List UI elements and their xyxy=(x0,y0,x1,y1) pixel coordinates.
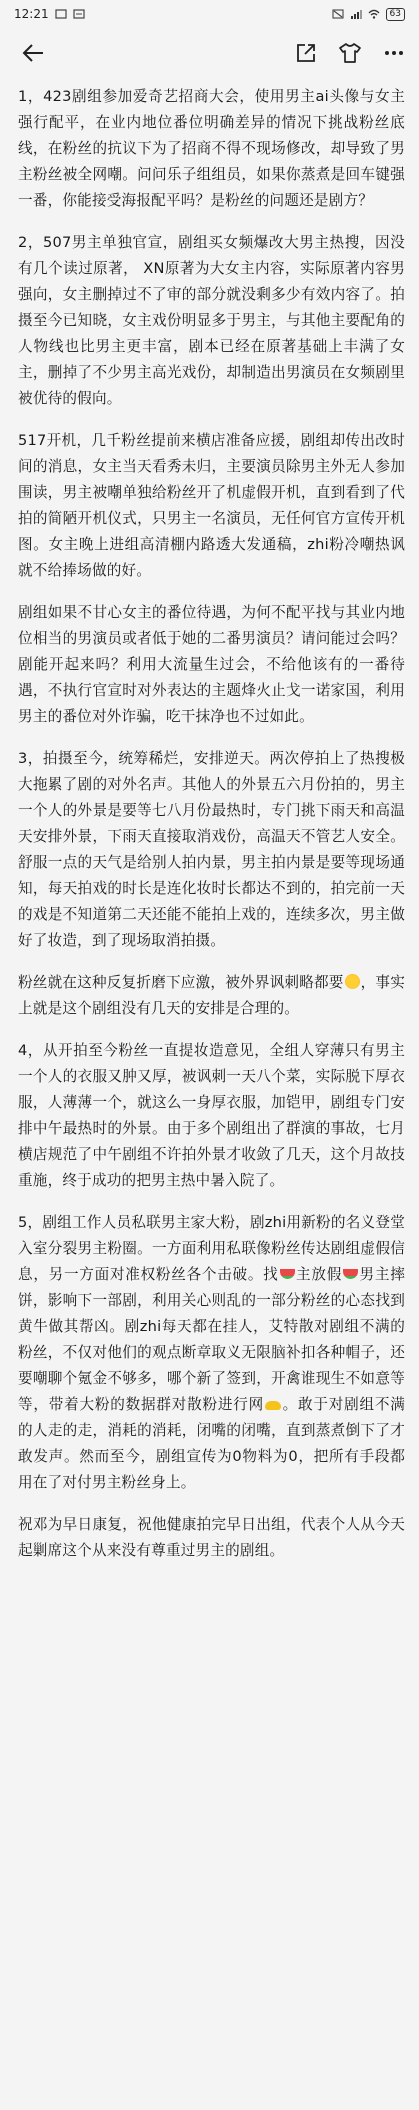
toolbar xyxy=(0,28,419,78)
theme-button[interactable] xyxy=(337,40,363,66)
article-paragraph xyxy=(18,970,405,1022)
article-paragraph xyxy=(18,428,405,584)
notification-icon-2 xyxy=(73,8,85,20)
paragraph-text: 1，423剧组参加爱奇艺招商大会，使用男主ai头像与女主强行配平，在业内地位番位明确差异的情况下挑战粉丝底线，在粉丝的抗议下为了招商不得不现场修改，却导致了男主粉丝被全网嘲。问问乐子组组员，如果你蒸煮是回车键强一番，你能接受海报配平吗？是粉丝的问题还是剧方？ xyxy=(18,88,405,209)
paragraph-text: 。敢于对剧组不满的人走的走，消耗的消耗，闭嘴的闭嘴，直到蒸煮倒下了才敢发声。然而至今，剧组宣传为0物料为0，把所有手段都用在了对付男主粉丝身上。 xyxy=(18,1396,405,1491)
paragraph-text: 517开机，几千粉丝提前来横店准备应援，剧组却传出改时间的消息，女主当天看秀未归，主要演员除男主外无人参加围读，男主被嘲单独给粉丝开了机虚假开机，直到看到了代拍的简陋开机仪式，只男主一名演员，无任何官方宣传开机图。女主晚上进组高清棚内路透大发通稿，zhi粉冷嘲热讽就不给捧场做的好。 xyxy=(18,432,405,579)
article-paragraph xyxy=(18,230,405,412)
article-paragraph xyxy=(18,84,405,214)
status-time: 12:21 xyxy=(14,7,49,21)
arrow-left-icon xyxy=(21,43,45,63)
status-bar xyxy=(0,0,419,28)
article-paragraph xyxy=(18,1512,405,1564)
more-dots-icon xyxy=(383,42,405,64)
paragraph-text: 5，剧组工作人员私联男主家大粉，剧zhi用新粉的名义登堂入室分裂男主粉圈。一方面利用私联像粉丝传达剧组虚假信息，另一方面对准权粉丝各个击破。找 xyxy=(18,1214,405,1283)
watermelon-emoji-icon xyxy=(343,1269,358,1279)
paragraph-text: 祝邓为早日康复，祝他健康拍完早日出组，代表个人从今天起剿席这个从来没有尊重过男主的剧组。 xyxy=(18,1516,405,1559)
tshirt-icon xyxy=(338,42,362,64)
egg-yolk-emoji-icon xyxy=(265,1401,281,1410)
share-button[interactable] xyxy=(293,40,319,66)
share-out-icon xyxy=(295,42,317,64)
paragraph-text: 3，拍摄至今，统筹稀烂，安排逆天。两次停拍上了热搜极大拖累了剧的对外名声。其他人的外景五六月份拍的，男主一个人的外景是要等七八月份最热时，专门挑下雨天和高温天安排外景，下雨天直接取消戏份，高温天不管艺人安全。舒服一点的天气是给别人拍内景，男主拍内景是要等现场通知，每天拍戏的时长是连化妆时长都达不到的，拍完前一天的戏是不知道第二天还能不能拍上戏的，连续多次，男主做好了妆造，到了现场取消拍摄。 xyxy=(18,750,405,949)
signal-off-icon xyxy=(332,8,344,20)
more-button[interactable] xyxy=(381,40,407,66)
notification-icon xyxy=(55,8,67,20)
article-paragraph xyxy=(18,746,405,954)
signal-icon xyxy=(350,8,362,20)
article-paragraph xyxy=(18,600,405,730)
watermelon-emoji-icon xyxy=(280,1269,295,1279)
paragraph-text: 男主摔饼，影响下一部剧，利用关心则乱的一部分粉丝的心态找到黄牛做其帮凶。剧zhi每天都在挂人，艾特散对剧组不满的粉丝，不仅对他们的观点断章取义无限脑补扣各种帽子，还要嘲聊个氪金不够多，哪个新了签到，开禽谁现生不如意等等，带着大粉的数据群对散粉进行网 xyxy=(18,1266,406,1413)
paragraph-text: 4，从开拍至今粉丝一直提妆造意见，全组人穿薄只有男主一个人的衣服又肿又厚，被讽刺一天八个菜，实际脱下厚衣服，人薄薄一个，就这么一身厚衣服，加铠甲，剧组专门安排中午最热时的外景。由于多个剧组出了群演的事故，七月横店规范了中午剧组不许拍外景才收敛了几天，这个月故技重施，终于成功的把男主热中暑入院了。 xyxy=(18,1042,405,1189)
article-paragraph xyxy=(18,1210,405,1496)
back-button[interactable] xyxy=(20,40,46,66)
article-paragraph xyxy=(18,1038,405,1194)
article-body xyxy=(0,78,419,1564)
sun-emoji-icon xyxy=(345,974,360,989)
paragraph-text: 剧组如果不甘心女主的番位待遇，为何不配平找与其业内地位相当的男演员或者低于她的二番男演员？请问能过会吗？剧能开起来吗？利用大流量生过会，不给他该有的一番待遇，不执行官宣时对外表达的主题烽火止戈一诺家国，利用男主的番位对外诈骗，吃干抹净也不过如此。 xyxy=(18,604,405,725)
paragraph-text: ，事实上就是这个剧组没有几天的安排是合理的。 xyxy=(18,974,405,1017)
paragraph-text: 2，507男主单独官宣，剧组买女频爆改大男主热搜，因没有几个读过原著， XN原著为大女主内容，实际原著内容男强向，女主删掉过不了审的部分就没剩多少有效内容了。拍摄至今已知晓，女主戏份明显多于男主，与其他主要配角的人物线也比男主更丰富，剧本已经在原著基础上丰满了女主，删掉了不少男主高光戏份，却制造出男演员在女频剧里被优待的假向。 xyxy=(18,234,405,407)
paragraph-text: 主放假 xyxy=(295,1266,343,1283)
wifi-icon xyxy=(368,8,380,20)
paragraph-text: 粉丝就在这种反复折磨下应激，被外界讽刺略都要 xyxy=(18,974,344,991)
battery-indicator: 63 xyxy=(386,8,405,21)
